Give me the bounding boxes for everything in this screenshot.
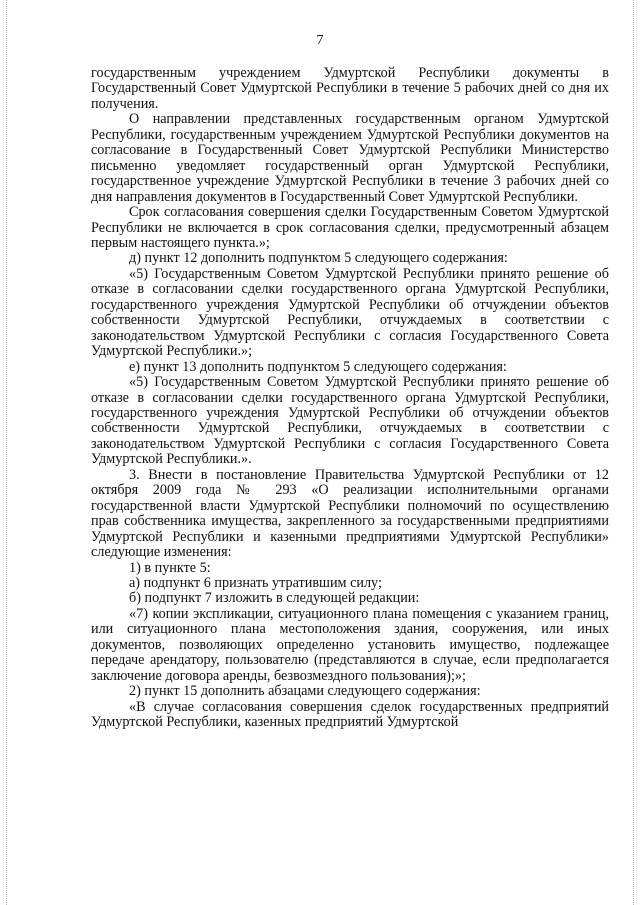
paragraph: «7) копии экспликации, ситуационного плана помещения с указанием границ, или ситуационного плана местоположения здания, сооружения, или иных документов, позволяющих определенно установить имущество, подлежащее передаче арендатору, пользователю (представляются в случае, если предполагается заключение договора аренды, безвозмездного пользования);»; bbox=[91, 605, 609, 684]
document-body bbox=[91, 66, 609, 730]
paragraph: Срок согласования совершения сделки Государственным Советом Удмуртской Республики не включается в срок согласования сделки, предусмотренный абзацем первым настоящего пункта.»; bbox=[91, 204, 609, 251]
paragraph: государственным учреждением Удмуртской Республики документы в Государственный Совет Удмуртской Республики в течение 5 рабочих дней со дня их получения. bbox=[91, 65, 609, 112]
paragraph: «В случае согласования совершения сделок государственных предприятий Удмуртской Республики, казенных предприятий Удмуртской bbox=[91, 698, 609, 731]
paragraph: д) пункт 12 дополнить подпунктом 5 следующего содержания: bbox=[129, 250, 508, 267]
paragraph: «5) Государственным Советом Удмуртской Республики принято решение об отказе в согласовании сделки государственного органа Удмуртской Республики, государственного учреждения Удмуртской Республики об отчуждении объектов собственности Удмуртской Республики, отчуждаемых в соответствии с законодательством Удмуртской Республики с согласия Государственного Совета Удмуртской Республики.». bbox=[91, 374, 609, 468]
paragraph: «5) Государственным Советом Удмуртской Республики принято решение об отказе в согласовании сделки государственного органа Удмуртской Республики, государственного учреждения Удмуртской Республики об отчуждении объектов собственности Удмуртской Республики, отчуждаемых в соответствии с законодательством Удмуртской Республики с согласия Государственного Совета Удмуртской Республики.»; bbox=[91, 265, 609, 360]
paragraph: б) подпункт 7 изложить в следующей редакции: bbox=[129, 590, 420, 607]
paragraph: 1) в пункте 5: bbox=[129, 559, 211, 576]
paragraph: 2) пункт 15 дополнить абзацами следующего содержания: bbox=[129, 683, 481, 700]
paragraph: О направлении представленных государственным органом Удмуртской Республики, государственным учреждением Удмуртской Республики документов на согласование в Государственный Совет Удмуртской Республики Министерство письменно уведомляет государственный орган Удмуртской Республики, государственное учреждение Удмуртской Республики в течение 3 рабочих дней со дня направления документов в Государственный Совет Удмуртской Республики. bbox=[91, 111, 609, 205]
page-number: 7 bbox=[316, 33, 324, 48]
paragraph: а) подпункт 6 признать утратившим силу; bbox=[129, 574, 382, 591]
scan-edge-right bbox=[633, 0, 634, 905]
paragraph: е) пункт 13 дополнить подпунктом 5 следующего содержания: bbox=[129, 358, 507, 375]
scan-edge-left bbox=[6, 0, 7, 905]
paragraph: 3. Внести в постановление Правительства Удмуртской Республики от 12 октября 2009 года № 293 «О реализации исполнительными органами государственной власти Удмуртской Республики полномочий по осуществлению прав собственника имущества, закрепленного за государственными предприятиями Удмуртской Республики и казенными предприятиями Удмуртской Республики» следующие изменения: bbox=[91, 466, 609, 561]
